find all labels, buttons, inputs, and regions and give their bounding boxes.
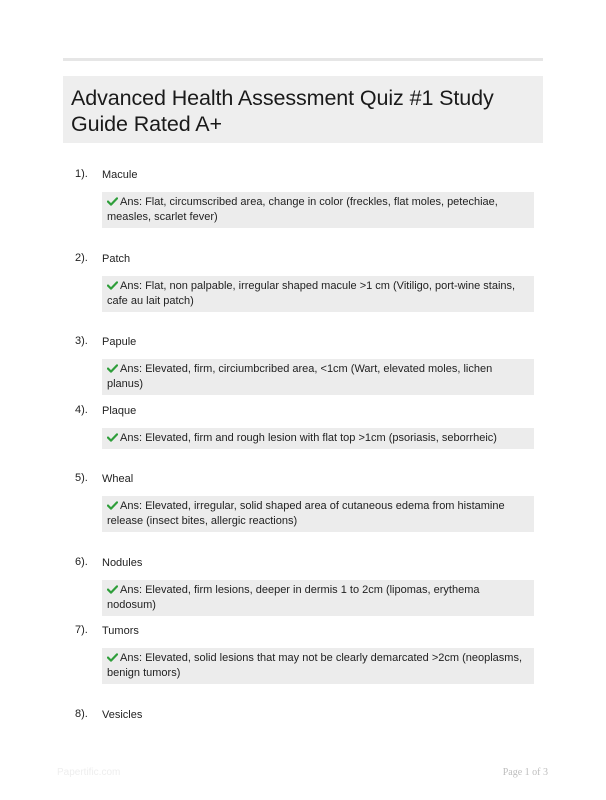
answer-box [102,648,534,684]
checkmark-icon [107,433,118,442]
answer-text: Ans: Elevated, firm lesions, deeper in dermis 1 to 2cm (lipomas, erythema nodosum) [107,584,480,611]
checkmark-icon [107,653,118,662]
answer-text: Ans: Elevated, firm, circiumbcribed area, <1cm (Wart, elevated moles, lichen planus) [107,363,493,390]
question-term: Macule [102,169,138,181]
question-number: 2). [75,252,88,264]
answer-text: Ans: Elevated, solid lesions that may not be clearly demarcated >2cm (neoplasms, benign tumors) [107,652,523,679]
page-number: Page 1 of 3 [502,767,548,778]
answer-box [102,359,534,395]
answer-box [102,276,534,312]
checkmark-icon [107,585,118,594]
question-term: Tumors [102,625,139,637]
question-term: Plaque [102,405,137,417]
question-number: 4). [75,404,88,416]
question-term: Wheal [102,473,134,485]
question-number: 8). [75,708,88,720]
checkmark-icon [107,281,118,290]
question-number: 6). [75,556,88,568]
answer-text: Ans: Flat, circumscribed area, change in color (freckles, flat moles, petechiae, measles, scarlet fever) [107,196,498,223]
question-number: 1). [75,168,88,180]
answer-text: Ans: Elevated, irregular, solid shaped area of cutaneous edema from histamine release (insect bites, allergic reactions) [107,500,505,527]
page-title: Advanced Health Assessment Quiz #1 Study Guide Rated A+ [71,86,494,136]
question-number: 3). [75,335,88,347]
answer-text: Ans: Flat, non palpable, irregular shaped macule >1 cm (Vitiligo, port-wine stains, cafe au lait patch) [107,280,516,307]
question-term: Patch [102,253,131,265]
question-number: 7). [75,624,88,636]
question-term: Nodules [102,557,143,569]
question-number: 5). [75,472,88,484]
answer-box [102,192,534,228]
checkmark-icon [107,197,118,206]
checkmark-icon [107,501,118,510]
answer-text: Ans: Elevated, firm and rough lesion with flat top >1cm (psoriasis, seborrheic) [120,432,497,444]
footer-watermark: Papertific.com [57,767,121,778]
answer-box [102,496,534,532]
answer-box [102,428,534,449]
question-term: Papule [102,336,137,348]
checkmark-icon [107,364,118,373]
question-term: Vesicles [102,709,143,721]
answer-box [102,580,534,616]
